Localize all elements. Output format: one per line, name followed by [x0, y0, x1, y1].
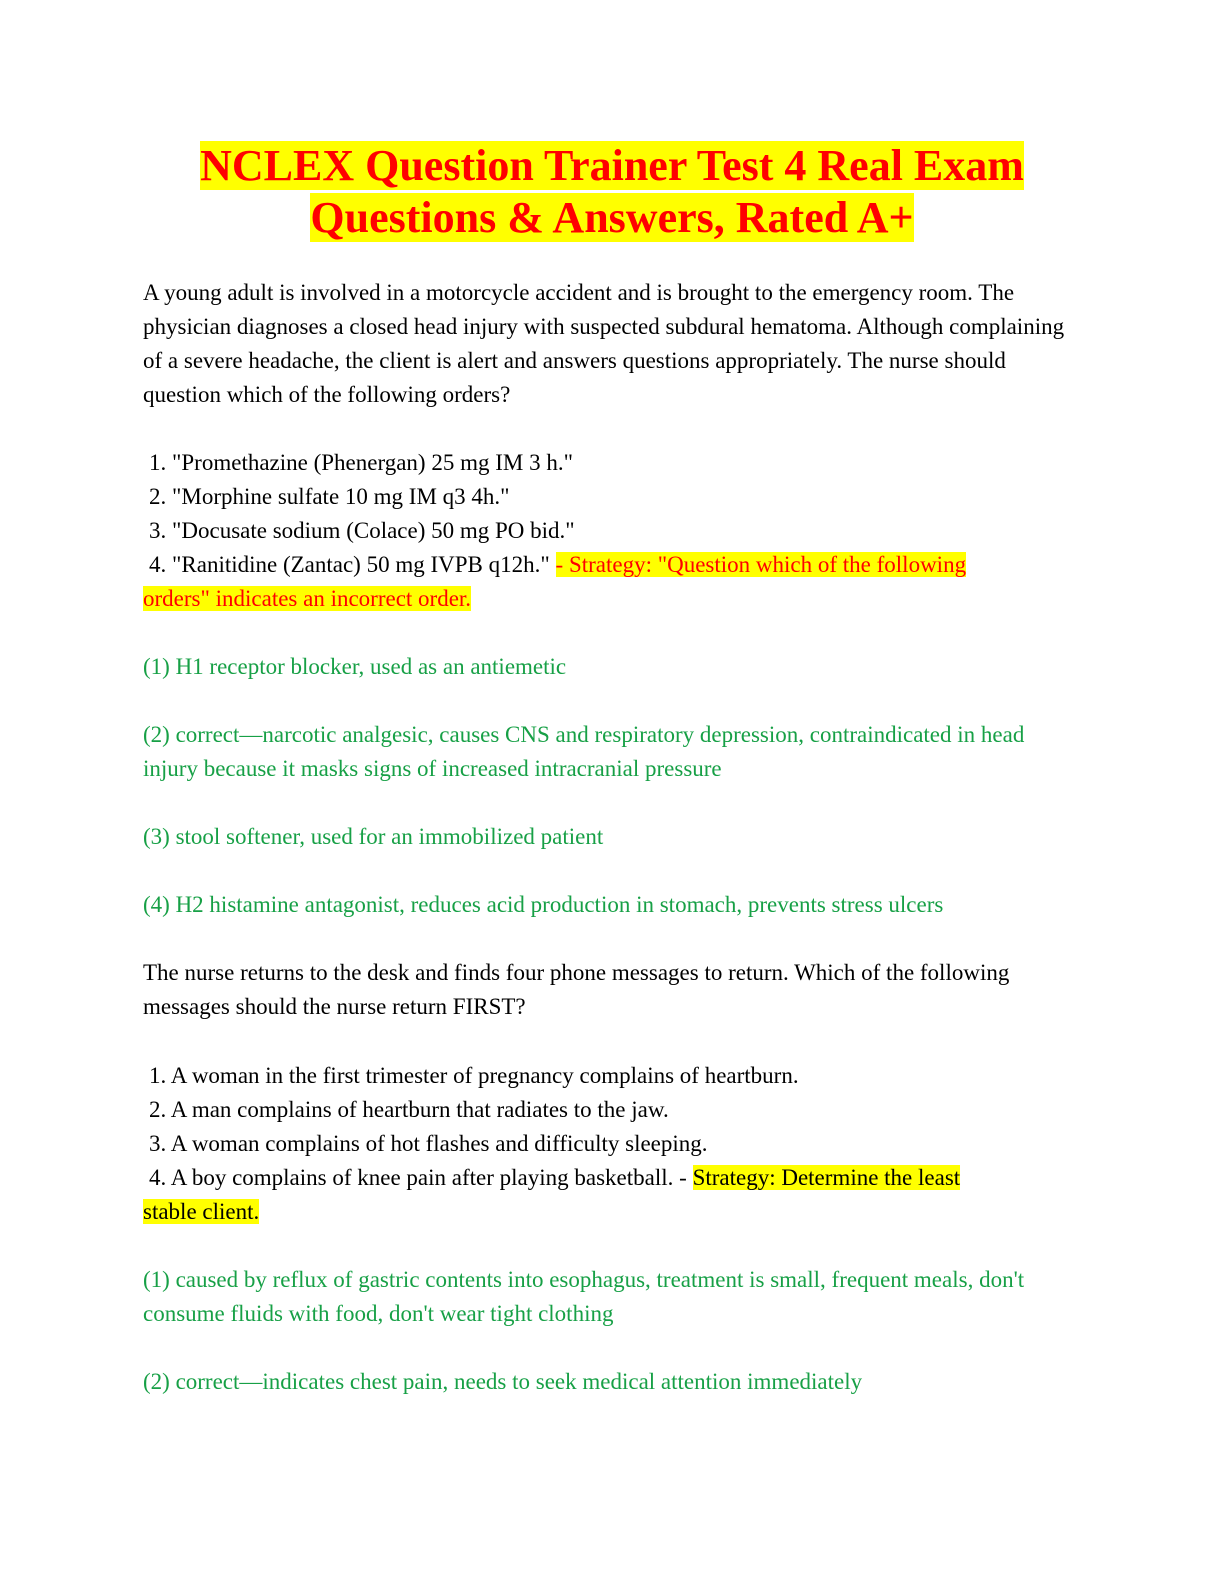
question-1-stem: A young adult is involved in a motorcycle accident and is brought to the emergency room. The physician diagnoses a closed head injury with suspected subdural hematoma. Although complaining of a severe headache, the client is alert and answers questions appropriately. The nurse should question which of the following orders?: [143, 280, 1065, 407]
question-2-options: [143, 1059, 1083, 1229]
question-2-option-2: 2. A man complains of heartburn that radiates to the jaw.: [149, 1097, 669, 1122]
question-2-strategy-line-1: Strategy: Determine the least: [692, 1165, 961, 1190]
question-2-rationale-2: (2) correct—indicates chest pain, needs to seek medical attention immediately: [143, 1369, 863, 1394]
question-1-rationale-3: (3) stool softener, used for an immobilized patient: [143, 824, 604, 849]
question-2-option-3: 3. A woman complains of hot flashes and difficulty sleeping.: [149, 1131, 708, 1156]
question-1-strategy-line-2: orders" indicates an incorrect order.: [143, 586, 472, 611]
question-2-option-4: 4. A boy complains of knee pain after playing basketball. -: [149, 1165, 693, 1190]
question-2-option-4-line: [143, 1161, 1083, 1195]
question-1-option-1: 1. "Promethazine (Phenergan) 25 mg IM 3 h.": [149, 450, 573, 475]
question-1-options: [143, 446, 1083, 616]
title-line-1: NCLEX Question Trainer Test 4 Real Exam: [200, 141, 1024, 190]
question-2-strategy-cont: [143, 1195, 1083, 1229]
question-1-option-2: 2. "Morphine sulfate 10 mg IM q3 4h.": [149, 484, 510, 509]
question-1-rationale-4: (4) H2 histamine antagonist, reduces acid production in stomach, prevents stress ulcers: [143, 892, 944, 917]
question-2-stem: The nurse returns to the desk and finds four phone messages to return. Which of the following messages should the nurse return FIRST?: [143, 960, 1010, 1019]
title-line-2: Questions & Answers, Rated A+: [310, 193, 914, 242]
question-2-rationale-1: (1) caused by reflux of gastric contents into esophagus, treatment is small, frequent meals, don't consume fluids with food, don't wear tight clothing: [143, 1267, 1025, 1326]
question-1-strategy-cont: [143, 582, 1083, 616]
question-1-strategy-line-1: - Strategy: "Question which of the following: [555, 552, 967, 577]
question-1-option-4-line: [143, 548, 1083, 582]
question-1-rationale-1: (1) H1 receptor blocker, used as an antiemetic: [143, 654, 567, 679]
question-1-rationale-2: (2) correct—narcotic analgesic, causes CNS and respiratory depression, contraindicated in head injury because it masks signs of increased intracranial pressure: [143, 722, 1025, 781]
document-title: [100, 140, 1124, 244]
question-1-option-4: 4. "Ranitidine (Zantac) 50 mg IVPB q12h.": [149, 552, 556, 577]
question-2-option-1: 1. A woman in the first trimester of pregnancy complains of heartburn.: [149, 1063, 799, 1088]
question-2-strategy-line-2: stable client.: [143, 1199, 260, 1224]
question-1-option-3: 3. "Docusate sodium (Colace) 50 mg PO bid.": [149, 518, 575, 543]
